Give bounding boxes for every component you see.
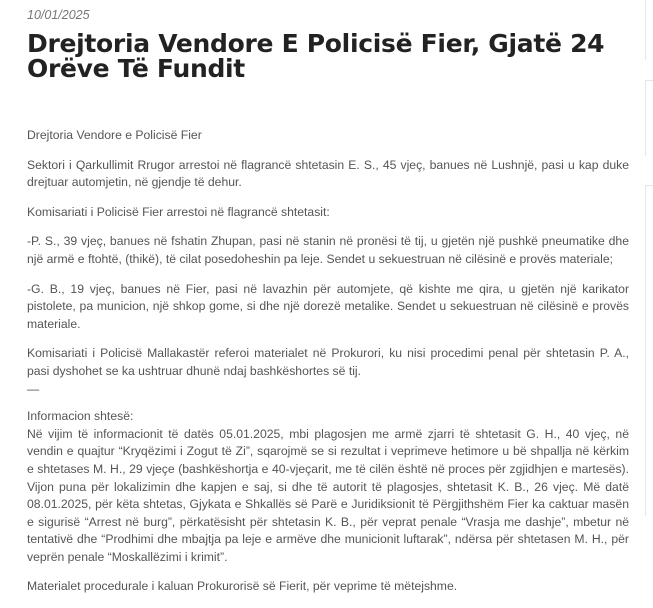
sidebar-edge (645, 0, 653, 60)
separator-dash: — (27, 381, 40, 396)
paragraph: Në vijim të informacionit të datës 05.01.2025, mbi plagosjen me armë zjarri të shtetasit G. H., 40 vjeç, në vendin e quajtur “Kryqëzimi i Zogut të Zi”, sqarojmë se si rezultat i veprimeve hetimore u bë shpallja në kërkim e shtetases M. H., 29 vjeçe (bashkëshortja e 40-vjeçarit, me të cilën është në proces për zgjidhjen e martesës). Vijon puna për lokalizimin dhe kapjen e saj, si dhe të autorit të plagosjes, shtetasit K. B., 26 vjeç. Më datë 08.01.2025, për këta shtetas, Gjykata e Shkallës së Parë e Juridiksionit të Përgjithshëm Fier ka caktuar masën e sigurisë “Arrest në burg”, përkatësisht për shtetasin K. B., për veprat penale “Vrasja me dashje”, mbetur në tentativë dhe “Prodhimi dhe mbajtja pa leje e armëve dhe municionit luftarak”, ndërsa për shtetasen M. H., për veprën penale “Moskallëzimi i krimit”. (27, 426, 629, 564)
article-body (27, 127, 629, 608)
paragraph: Materialet procedurale i kaluan Prokurorisë së Fierit, për veprime të mëtejshme. (27, 579, 458, 594)
post-date: 10/01/2025 (27, 8, 90, 22)
paragraph: Sektori i Qarkullimit Rrugor arrestoi në flagrancë shtetasin E. S., 45 vjeç, banues në Lushnjë, pasi u kap duke drejtuar automjetin, në gjendje të dehur. (27, 157, 629, 190)
paragraph: Drejtoria Vendore e Policisë Fier (27, 128, 202, 142)
sidebar-edge (645, 80, 653, 156)
sidebar-edge (645, 185, 653, 516)
article-title: Drejtoria Vendore E Policisë Fier, Gjatë 24 Orëve Të Fundit (27, 29, 605, 83)
paragraph: -P. S., 39 vjeç, banues në fshatin Zhupan, pasi në stanin në pronësi të tij, u gjetën një pushkë pneumatike dhe një armë e ftohtë, (thikë), të cilat posedoheshin pa leje. Sendet u sekuestruan në cilësinë e provës materiale; (27, 234, 629, 266)
paragraph: Komisariati i Policisë Mallakastër referoi materialet në Prokurori, ku nisi procedimi penal për shtetasin P. A., pasi dyshohet se ka ushtruar dhunë ndaj bashkëshortes së tij. (27, 346, 629, 378)
paragraph: Komisariati i Policisë Fier arrestoi në flagrancë shtetasit: (27, 204, 330, 219)
paragraph: -G. B., 19 vjeç, banues në Fier, pasi në lavazhin për automjete, që kishte me qira, u gjetën një karikator pistolete, pa municion, një shkop gome, si dhe një dorezë metalike. Sendet u sekuestruan në cilësinë e provës materiale. (27, 281, 629, 331)
info-heading: Informacion shtesë: (27, 409, 134, 424)
